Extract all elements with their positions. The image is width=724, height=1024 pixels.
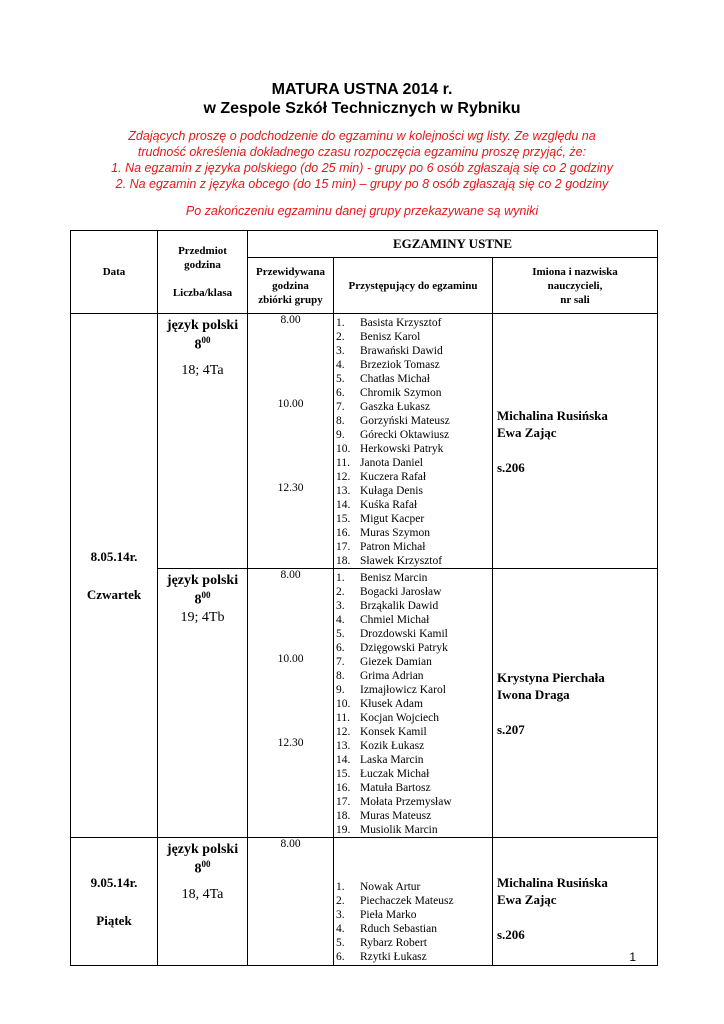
- exam-date: 9.05.14r.: [90, 874, 138, 890]
- list-item: [334, 358, 492, 372]
- teacher-name: Krystyna Pierchała: [497, 669, 605, 685]
- list-item-number: 4.: [336, 923, 345, 935]
- teacher-name: Iwona Draga: [497, 686, 570, 702]
- notice-line: 2. Na egzamin z języka obcego (do 15 min) – grupy po 8 osób zgłaszają się co 2 godziny: [115, 177, 609, 191]
- gathering-time: 10.00: [277, 653, 304, 665]
- list-item: [334, 683, 492, 697]
- list-item-number: 14.: [336, 499, 351, 511]
- table-row: [71, 314, 658, 569]
- list-item-number: 4.: [336, 359, 345, 371]
- list-item: [334, 795, 492, 809]
- table-row: [71, 569, 658, 838]
- candidate-name: Mołata Przemysław: [360, 796, 452, 808]
- subject-class: 18, 4Ta: [181, 886, 224, 902]
- candidate-name: Kłusek Adam: [360, 698, 423, 710]
- teachers-cell: [493, 838, 658, 966]
- candidate-name: Chromik Szymon: [360, 387, 442, 399]
- results-note: Po zakończeniu egzaminu danej grupy przekazywane są wyniki: [185, 204, 539, 218]
- room-number: s.206: [497, 927, 525, 942]
- header-teachers-line: Imiona i nazwiska: [532, 265, 618, 278]
- list-item: [334, 526, 492, 540]
- exam-date: 8.05.14r.: [90, 548, 138, 564]
- candidate-name: Konsek Kamil: [360, 726, 427, 738]
- list-item: [334, 386, 492, 400]
- list-item-number: 15.: [336, 513, 351, 525]
- list-item: [334, 470, 492, 484]
- candidate-name: Herkowski Patryk: [360, 443, 444, 455]
- header-teachers-line: nauczycieli,: [547, 279, 603, 292]
- candidates-cell: [334, 314, 493, 569]
- header-time-line: Przewidywana: [255, 265, 326, 278]
- list-item: [334, 936, 492, 950]
- list-item-number: 9.: [336, 429, 345, 441]
- teacher-name: Ewa Zając: [497, 424, 557, 440]
- candidate-name: Benisz Karol: [360, 331, 421, 343]
- subject-class: 18; 4Ta: [181, 362, 224, 378]
- candidate-name: Grima Adrian: [360, 670, 424, 682]
- list-item-number: 4.: [336, 614, 345, 626]
- gathering-time: 12.30: [277, 737, 304, 749]
- header-oral-exams: EGZAMINY USTNE: [248, 231, 658, 258]
- list-item-number: 5.: [336, 628, 345, 640]
- candidate-name: Izmajłowicz Karol: [360, 684, 446, 696]
- candidate-name: Gaszka Łukasz: [360, 401, 430, 413]
- candidate-name: Rduch Sebastian: [360, 923, 437, 935]
- subject-hour: $8^{00}$: [194, 590, 211, 608]
- candidate-list: [334, 569, 492, 837]
- gathering-times: [248, 314, 334, 569]
- list-item: [334, 711, 492, 725]
- list-item-number: 10.: [336, 698, 351, 710]
- header-time-line: godzina: [272, 279, 309, 292]
- candidate-name: Matuła Bartosz: [360, 782, 431, 794]
- list-item: [334, 585, 492, 599]
- list-item-number: 18.: [336, 555, 351, 567]
- list-item-number: 19.: [336, 824, 351, 836]
- subject-hour: $8^{00}$: [194, 859, 211, 877]
- header-candidates: Przystępujący do egzaminu: [334, 258, 493, 314]
- header-subject-line: Przedmiot: [178, 245, 227, 257]
- header-teachers-line: nr sali: [560, 293, 590, 306]
- subject-hour: $8^{00}$: [194, 335, 211, 353]
- candidate-name: Brząkalik Dawid: [360, 600, 439, 612]
- list-item-number: 5.: [336, 373, 345, 385]
- list-item: [334, 484, 492, 498]
- list-item-number: 9.: [336, 684, 345, 696]
- list-item: [334, 922, 492, 936]
- list-item-number: 13.: [336, 485, 351, 497]
- list-item: [334, 498, 492, 512]
- list-item: [334, 697, 492, 711]
- list-item: [334, 627, 492, 641]
- notice-line: Zdających proszę o podchodzenie do egzaminu w kolejności wg listy. Ze względu na: [128, 129, 596, 143]
- teachers-cell: [493, 314, 658, 569]
- candidate-name: Basista Krzysztof: [360, 317, 442, 329]
- list-item-number: 8.: [336, 415, 345, 427]
- header-date: Data: [71, 231, 158, 314]
- candidate-name: Łuczak Michał: [360, 768, 430, 780]
- list-item: [334, 344, 492, 358]
- header-time-line: zbiórki grupy: [258, 293, 323, 306]
- list-item: [334, 330, 492, 344]
- list-item-number: 1.: [336, 572, 345, 584]
- list-item-number: 11.: [336, 457, 350, 469]
- list-item: [334, 753, 492, 767]
- list-item: [334, 739, 492, 753]
- subject-name: język polski: [166, 842, 239, 857]
- list-item-number: 6.: [336, 642, 345, 654]
- list-item-number: 12.: [336, 471, 351, 483]
- candidate-name: Kocjan Wojciech: [360, 712, 440, 724]
- list-item-number: 3.: [336, 600, 345, 612]
- candidate-name: Bogacki Jarosław: [360, 586, 442, 598]
- gathering-times: [248, 838, 334, 966]
- list-item-number: 8.: [336, 670, 345, 682]
- list-item: [334, 669, 492, 683]
- candidate-name: Janota Daniel: [360, 457, 423, 469]
- list-item: [334, 554, 492, 568]
- teacher-name: Ewa Zając: [497, 892, 557, 907]
- list-item: [334, 725, 492, 739]
- candidates-cell: [334, 838, 493, 966]
- notice-line: 1. Na egzamin z języka polskiego (do 25 min) - grupy po 6 osób zgłaszają się co 2 godziny: [111, 161, 613, 175]
- candidate-name: Rzytki Łukasz: [360, 951, 427, 963]
- list-item: [334, 809, 492, 823]
- gathering-time: 12.30: [277, 482, 304, 494]
- list-item: [334, 540, 492, 554]
- candidate-list: [334, 314, 492, 568]
- candidate-name: Rybarz Robert: [360, 937, 427, 949]
- list-item-number: 11.: [336, 712, 350, 724]
- list-item: [334, 512, 492, 526]
- list-item-number: 7.: [336, 401, 345, 413]
- list-item: [334, 571, 492, 585]
- subject-cell: [158, 569, 248, 838]
- list-item-number: 5.: [336, 937, 345, 949]
- exam-schedule-table: [70, 230, 658, 966]
- list-item-number: 17.: [336, 796, 351, 808]
- list-item: [334, 950, 492, 964]
- gathering-time: 10.00: [277, 398, 304, 410]
- list-item-number: 16.: [336, 782, 351, 794]
- list-item: [334, 372, 492, 386]
- room-number: s.206: [497, 459, 525, 475]
- page-title: MATURA USTNA 2014 r.: [271, 81, 453, 98]
- candidate-name: Giezek Damian: [360, 656, 432, 668]
- candidate-name: Kułaga Denis: [360, 485, 423, 497]
- candidate-name: Górecki Oktawiusz: [360, 429, 450, 441]
- candidate-name: Dzięgowski Patryk: [360, 642, 448, 654]
- list-item-number: 3.: [336, 345, 345, 357]
- list-item: [334, 781, 492, 795]
- gathering-time: 8.00: [280, 838, 301, 850]
- subject-name: język polski: [166, 573, 239, 588]
- list-item: [334, 767, 492, 781]
- list-item-number: 16.: [336, 527, 351, 539]
- list-item: [334, 414, 492, 428]
- exam-weekday: Piątek: [96, 912, 132, 928]
- list-item-number: 13.: [336, 740, 351, 752]
- list-item: [334, 316, 492, 330]
- candidate-name: Brzeziok Tomasz: [360, 359, 440, 371]
- list-item: [334, 641, 492, 655]
- page-number: 1: [629, 950, 636, 964]
- teachers-cell: [493, 569, 658, 838]
- list-item-number: 1.: [336, 881, 345, 893]
- candidate-name: Benisz Marcin: [360, 572, 428, 584]
- date-cell: [71, 838, 158, 966]
- candidate-name: Nowak Artur: [360, 881, 421, 893]
- list-item: [334, 894, 492, 908]
- list-item-number: 2.: [336, 331, 345, 343]
- list-item-number: 14.: [336, 754, 351, 766]
- list-item-number: 12.: [336, 726, 351, 738]
- subject-cell: [158, 314, 248, 569]
- header-teachers: [493, 258, 658, 314]
- subject-class: 19; 4Tb: [180, 609, 225, 625]
- candidate-name: Muras Szymon: [360, 527, 430, 539]
- list-item: [334, 456, 492, 470]
- list-item: [334, 613, 492, 627]
- candidate-name: Chatłas Michał: [360, 373, 430, 385]
- candidate-name: Piechaczek Mateusz: [360, 895, 454, 907]
- list-item-number: 6.: [336, 387, 345, 399]
- candidate-name: Brawański Dawid: [360, 345, 443, 357]
- date-cell: [71, 314, 158, 838]
- header-subject: [158, 231, 248, 314]
- room-number: s.207: [497, 721, 525, 737]
- subject-cell: [158, 838, 248, 966]
- candidate-name: Kozik Łukasz: [360, 740, 425, 752]
- candidate-name: Kuczera Rafał: [360, 471, 427, 483]
- list-item-number: 18.: [336, 810, 351, 822]
- list-item-number: 7.: [336, 656, 345, 668]
- table-row: [71, 838, 658, 966]
- subject-name: język polski: [166, 318, 239, 333]
- candidate-name: Patron Michał: [360, 541, 426, 553]
- gathering-time: 8.00: [280, 569, 301, 581]
- header-subject-line: Liczba/klasa: [172, 287, 233, 299]
- gathering-time: 8.00: [280, 314, 301, 326]
- candidate-name: Chmiel Michał: [360, 614, 430, 626]
- candidate-name: Pieła Marko: [360, 909, 417, 921]
- candidate-name: Muras Mateusz: [360, 810, 432, 822]
- notice-block: [60, 128, 664, 192]
- candidate-name: Laska Marcin: [360, 754, 424, 766]
- list-item: [334, 880, 492, 894]
- candidate-name: Sławek Krzysztof: [360, 555, 443, 567]
- header-subject-line: godzina: [184, 259, 221, 271]
- list-item-number: 6.: [336, 951, 345, 963]
- list-item: [334, 599, 492, 613]
- list-item-number: 17.: [336, 541, 351, 553]
- list-item-number: 3.: [336, 909, 345, 921]
- candidate-name: Drozdowski Kamil: [360, 628, 448, 640]
- list-item: [334, 400, 492, 414]
- list-item-number: 15.: [336, 768, 351, 780]
- list-item: [334, 908, 492, 922]
- list-item-number: 10.: [336, 443, 351, 455]
- teacher-name: Michalina Rusińska: [497, 875, 608, 890]
- notice-line: trudność określenia dokładnego czasu rozpoczęcia egzaminu proszę przyjąć, że:: [137, 145, 587, 159]
- candidate-name: Kuśka Rafał: [360, 499, 418, 511]
- teacher-name: Michalina Rusińska: [497, 407, 608, 423]
- list-item: [334, 655, 492, 669]
- gathering-times: [248, 569, 334, 838]
- candidate-name: Migut Kacper: [360, 513, 425, 525]
- list-item-number: 2.: [336, 895, 345, 907]
- candidate-name: Musiolik Marcin: [360, 824, 438, 836]
- exam-weekday: Czwartek: [86, 586, 142, 602]
- header-time: [248, 258, 334, 314]
- list-item: [334, 442, 492, 456]
- list-item: [334, 823, 492, 837]
- list-item-number: 1.: [336, 317, 345, 329]
- page-subtitle: w Zespole Szkół Technicznych w Rybniku: [203, 100, 521, 117]
- list-item-number: 2.: [336, 586, 345, 598]
- candidates-cell: [334, 569, 493, 838]
- candidate-name: Gorzyński Mateusz: [360, 415, 450, 427]
- list-item: [334, 428, 492, 442]
- candidate-list: [334, 838, 492, 964]
